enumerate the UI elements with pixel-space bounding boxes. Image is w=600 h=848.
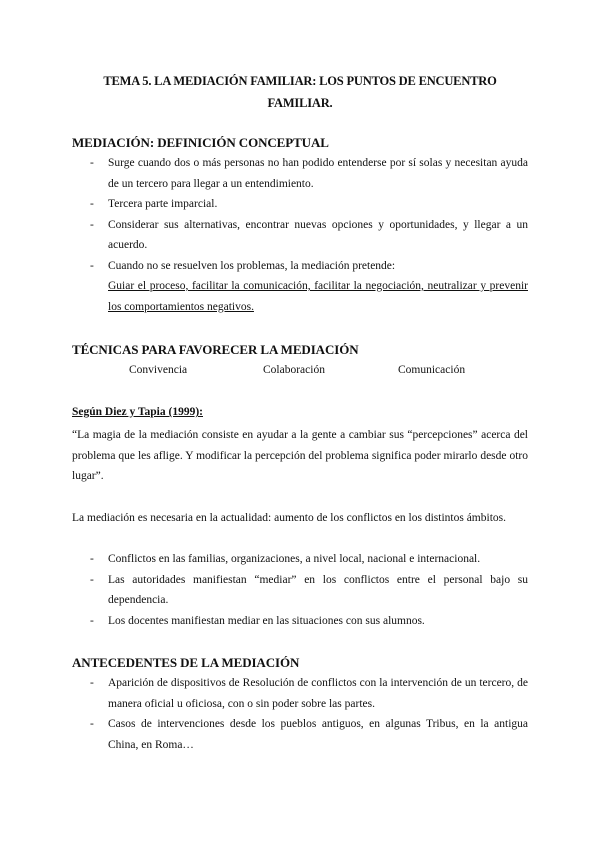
antecedentes-list — [72, 673, 528, 755]
necessity-paragraph: La mediación es necesaria en la actualidad: aumento de los conflictos en los distintos ámbitos. — [72, 512, 506, 524]
list-item — [72, 673, 528, 714]
list-item — [72, 256, 528, 318]
list-item-text: Tercera parte imparcial. — [108, 198, 218, 210]
title-line-2: FAMILIAR. — [267, 96, 333, 110]
technique-comunicacion: Comunicación — [398, 364, 466, 376]
quote-paragraph: “La magia de la mediación consiste en ayudar a la gente a cambiar sus “percepciones” acerca del problema que les aflige. Y modificar la percepción del problema significa poder mirarlo desde otro lugar”. — [72, 429, 528, 482]
bullet-dash: - — [90, 614, 94, 627]
bullet-dash: - — [90, 573, 94, 586]
list-item-text: Conflictos en las familias, organizaciones, a nivel local, nacional e internacional. — [108, 553, 481, 565]
list-item — [72, 194, 528, 215]
bullet-dash: - — [90, 198, 94, 210]
bullet-dash: - — [90, 218, 94, 231]
list-item-text: Los docentes manifiestan mediar en las situaciones con sus alumnos. — [108, 614, 425, 627]
list-item — [72, 611, 528, 632]
list-item — [72, 549, 528, 570]
bullet-dash: - — [90, 718, 94, 730]
section-heading-antecedentes: ANTECEDENTES DE LA MEDIACIÓN — [72, 655, 300, 670]
list-item-text: Casos de intervenciones desde los pueblos antiguos, en algunas Tribus, en la antigua China, en Roma… — [108, 718, 528, 751]
list-item-text: Las autoridades manifiestan “mediar” en los conflictos entre el personal bajo su dependencia. — [108, 573, 528, 606]
bullet-dash: - — [90, 677, 94, 689]
bullet-dash: - — [90, 553, 94, 565]
document-title — [95, 70, 505, 114]
list-item-text: Aparición de dispositivos de Resolución de conflictos con la intervención de un tercero, de manera oficial u oficiosa, con o sin poder sobre las partes. — [108, 677, 528, 710]
list-item — [72, 153, 528, 194]
definition-list — [72, 153, 528, 317]
bullet-dash: - — [90, 259, 94, 272]
list-item-text: Considerar sus alternativas, encontrar nuevas opciones y oportunidades, y llegar a un acuerdo. — [108, 218, 528, 251]
list-item — [72, 570, 528, 611]
list-item — [72, 714, 528, 755]
list-item-text: Cuando no se resuelven los problemas, la mediación pretende: — [108, 259, 396, 272]
title-line-1: TEMA 5. LA MEDIACIÓN FAMILIAR: LOS PUNTOS DE ENCUENTRO — [103, 74, 497, 88]
technique-colaboracion: Colaboración — [263, 364, 325, 376]
underlined-text: Guiar el proceso, facilitar la comunicación, facilitar la negociación, neutralizar y prevenir los comportamientos negativos. — [108, 280, 528, 313]
section-heading-definicion: MEDIACIÓN: DEFINICIÓN CONCEPTUAL — [72, 135, 329, 150]
technique-convivencia: Convivencia — [129, 364, 188, 376]
citation-heading: Según Diez y Tapia (1999): — [72, 406, 203, 418]
bullet-dash: - — [90, 157, 94, 169]
list-item — [72, 215, 528, 256]
section-heading-tecnicas: TÉCNICAS PARA FAVORECER LA MEDIACIÓN — [72, 342, 359, 357]
list-item-text: Surge cuando dos o más personas no han podido entenderse por sí solas y necesitan ayuda de un tercero para llegar a un entendimiento. — [108, 157, 528, 190]
necessity-list — [72, 549, 528, 631]
